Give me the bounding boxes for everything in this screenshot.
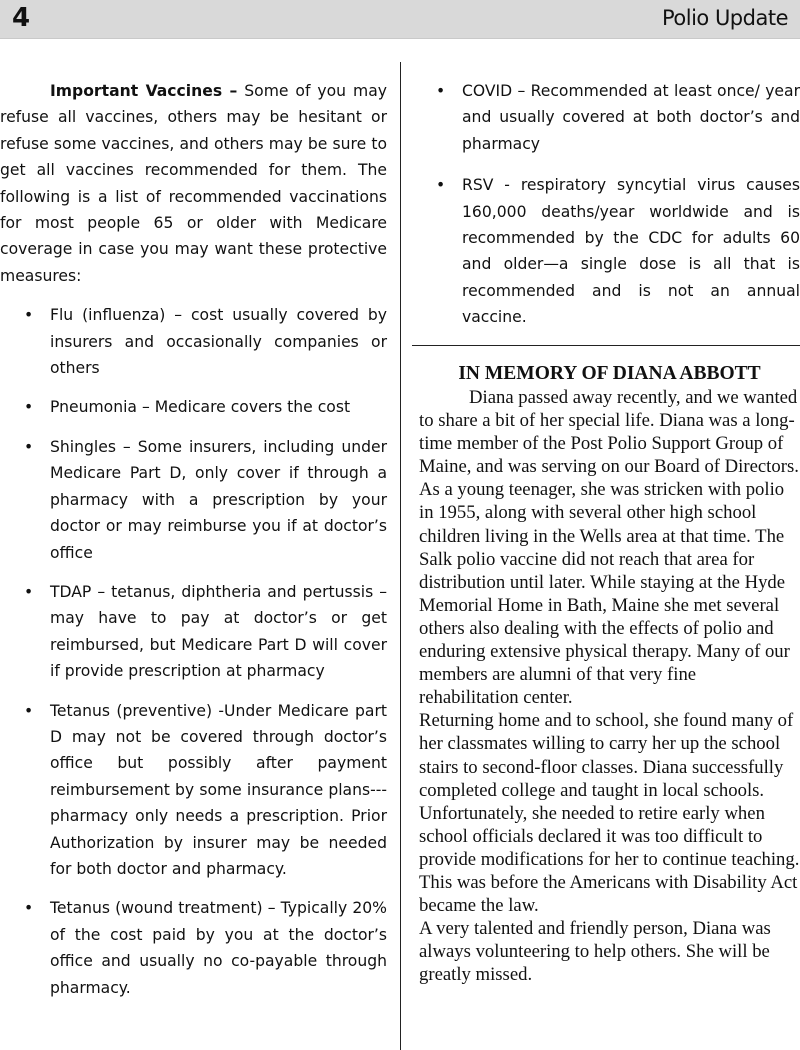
vaccine-item-covid: • COVID – Recommended at least once/ year and usually covered at both doctor’s and pharmacy [412,78,800,157]
vaccine-item-shingles: • Shingles – Some insurers, including under Medicare Part D, only cover if through a pharmacy with a prescription by your doctor or may reimburse you if at doctor’s office [0,434,387,566]
vaccines-section [0,78,387,1001]
vaccine-item-tdap: • TDAP – tetanus, diphtheria and pertussis – may have to pay at doctor’s or get reimbursed, but Medicare Part D will cover if provide prescription at pharmacy [0,579,387,685]
vaccine-list-right [412,78,800,331]
page-number: 4 [12,3,31,33]
vaccines-heading: Important Vaccines – [50,82,238,100]
vaccines-intro-text: Some of you may refuse all vaccines, others may be hesitant or refuse some vaccines, and others may be sure to get all vaccines recommended for them. The following is a list of recommended vaccinations for most people 65 or older with Medicare coverage in case you may want these protective measures: [0,82,387,285]
page-header [0,0,800,39]
memorial-title: IN MEMORY OF DIANA ABBOTT [458,363,761,384]
memorial-paragraph: A very talented and friendly person, Diana was always volunteering to help others. She will be greatly missed. [419,918,771,986]
vaccine-list-left [0,302,387,1001]
vaccine-item-tetanus-preventive: • Tetanus (preventive) -Under Medicare part D may not be covered through doctor’s office but possibly after payment reimbursement by some insurance plans---pharmacy only needs a prescription. Prior Authorization by insurer may be needed for both doctor and pharmacy. [0,698,387,883]
section-divider [412,345,800,346]
memorial-paragraph: Returning home and to school, she found many of her classmates willing to carry her up the school stairs to second-floor classes. Diana successfully completed college and taught in local schools. Unfortunately, she needed to retire early when school officials declared it was too difficult to provide modifications for her to continue teaching. This was before the Americans with Disability Act became the law. [419,710,800,917]
memorial-paragraph: Diana passed away recently, and we wanted to share a bit of her special life. Diana was a long-time member of the Post Polio Support Group of Maine, and was serving on our Board of Directors. As a young teenager, she was stricken with polio in 1955, along with several other high school children living in the Wells area at that time. The Salk polio vaccine did not reach that area for distribution until later. While staying at the Hyde Memorial Home in Bath, Maine she met several others also dealing with the effects of polio and enduring extensive physical therapy. Many of our members are alumni of that very fine rehabilitation center. [419,387,799,709]
column-divider [400,62,401,1050]
memorial-article [419,362,800,986]
vaccine-item-flu: • Flu (influenza) – cost usually covered by insurers and occasionally companies or others [0,302,387,381]
vaccine-item-pneumonia: • Pneumonia – Medicare covers the cost [0,394,387,420]
vaccines-intro [0,78,387,289]
vaccine-item-rsv: • RSV - respiratory syncytial virus causes 160,000 deaths/year worldwide and is recommended by the CDC for adults 60 and older—a single dose is all that is recommended and is not an annual vaccine. [412,172,800,330]
vaccines-continued [412,78,800,331]
publication-title: Polio Update [661,6,788,30]
vaccine-item-tetanus-wound: • Tetanus (wound treatment) – Typically 20% of the cost paid by you at the doctor’s office and usually no co-payable through pharmacy. [0,895,387,1001]
